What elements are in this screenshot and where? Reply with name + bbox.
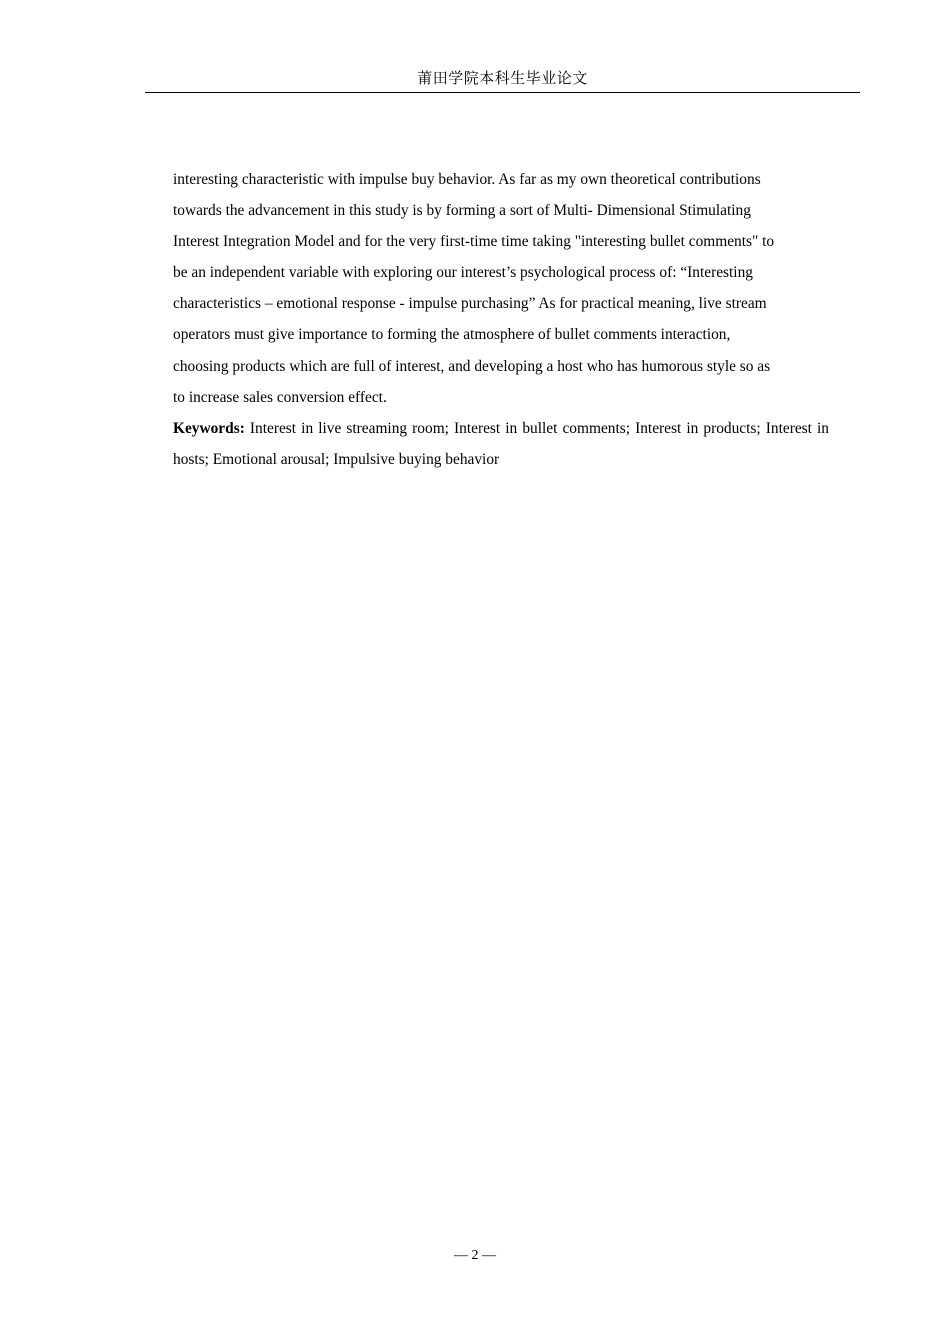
keywords-text: Interest in live streaming room; Interest in bullet comments; Interest in products; Interest in hosts; Emotional arousal; Impulsive buying behavior — [173, 419, 829, 468]
abstract-line: Interest Integration Model and for the very first-time time taking "interesting bullet comments" to — [173, 233, 775, 251]
abstract-line: operators must give importance to forming the atmosphere of bullet comments interaction, — [173, 326, 731, 344]
abstract-line: interesting characteristic with impulse buy behavior. As far as my own theoretical contributions — [173, 171, 761, 188]
abstract-line: be an independent variable with exploring our interest’s psychological process of: “Interesting — [173, 264, 753, 282]
abstract-line: to increase sales conversion effect. — [173, 388, 387, 406]
page-header — [145, 66, 860, 93]
abstract-body — [173, 164, 829, 475]
abstract-line: towards the advancement in this study is by forming a sort of Multi- Dimensional Stimulating — [173, 202, 751, 220]
keywords-paragraph — [173, 413, 829, 475]
page-number: — 2 — — [454, 1248, 496, 1263]
abstract-line: characteristics – emotional response - impulse purchasing” As for practical meaning, live stream — [173, 295, 767, 313]
abstract-paragraph — [173, 164, 829, 413]
header-title: 莆田学院本科生毕业论文 — [417, 69, 588, 87]
abstract-line: choosing products which are full of interest, and developing a host who has humorous style so as — [173, 357, 771, 375]
keywords-label: Keywords: — [173, 419, 245, 437]
